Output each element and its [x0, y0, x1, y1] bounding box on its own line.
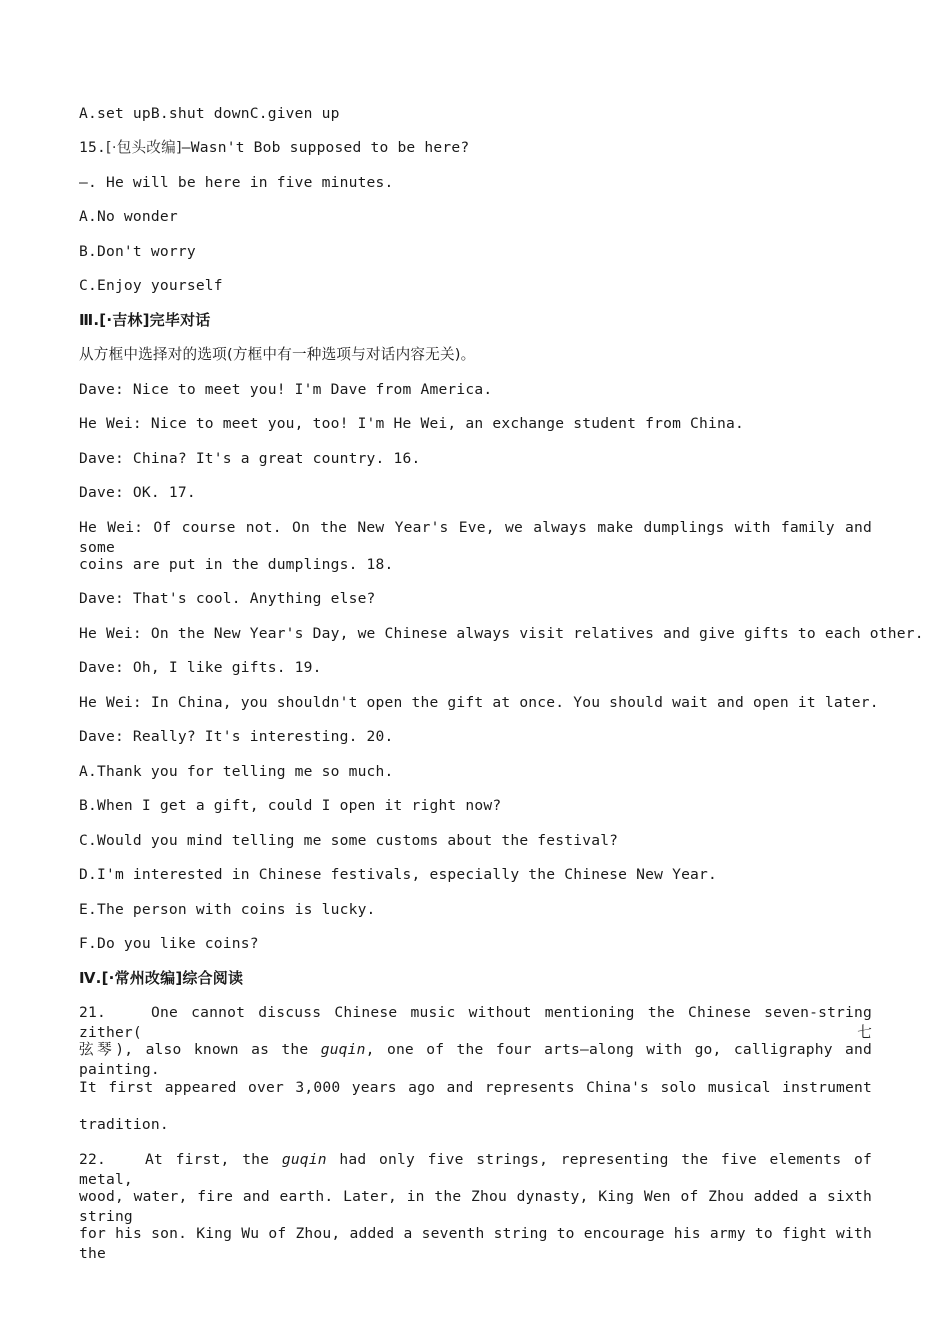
paragraph-text: At first, the [145, 1151, 282, 1168]
paragraph-text: One cannot discuss Chinese music without mentioning the Chinese seven-string zither(七 [79, 1004, 872, 1041]
box-option-d: D.I'm interested in Chinese festivals, especially the Chinese New Year. [79, 866, 718, 883]
q14-options: A.set upB.shut downC.given up [79, 105, 340, 122]
dialogue-line-4: Dave: OK. 17. [79, 484, 196, 501]
italic-term: guqin [281, 1151, 327, 1168]
section-4-title: Ⅳ.[·常州改编]综合阅读 [79, 969, 244, 987]
paragraph-22-line-2: wood, water, fire and earth. Later, in the Zhou dynasty, King Wen of Zhou added a sixth string [79, 1188, 872, 1225]
section-3-instruction: 从方框中选择对的选项(方框中有一种选项与对话内容无关)。 [79, 346, 476, 363]
q15-option-a: A.No wonder [79, 208, 178, 225]
q15-option-c: C.Enjoy yourself [79, 277, 223, 294]
paragraph-21-line-4: tradition. [79, 1116, 169, 1133]
question-number: 15. [79, 139, 106, 156]
paragraph-21-line-2 [79, 1040, 872, 1080]
section-3-title: Ⅲ.[·吉林]完毕对话 [79, 311, 211, 329]
paragraph-21-line-1 [79, 1003, 872, 1043]
dialogue-line-2: He Wei: Nice to meet you, too! I'm He Wei, an exchange student from China. [79, 415, 744, 432]
question-text: —Wasn't Bob supposed to be here? [181, 139, 470, 156]
italic-term: guqin [320, 1041, 366, 1058]
dialogue-line-10: Dave: Really? It's interesting. 20. [79, 728, 394, 745]
paragraph-number: 22. [79, 1151, 106, 1168]
paragraph-22-line-1 [79, 1150, 872, 1190]
box-option-c: C.Would you mind telling me some customs about the festival? [79, 832, 619, 849]
q15-option-b: B.Don't worry [79, 243, 196, 260]
dialogue-line-5a: He Wei: Of course not. On the New Year's Eve, we always make dumplings with family and some [79, 519, 872, 556]
box-option-f: F.Do you like coins? [79, 935, 259, 952]
dialogue-line-7: He Wei: On the New Year's Day, we Chinese always visit relatives and give gifts to each other. [79, 625, 924, 642]
box-option-b: B.When I get a gift, could I open it right now? [79, 797, 502, 814]
box-option-e: E.The person with coins is lucky. [79, 901, 376, 918]
paragraph-21-line-3: It first appeared over 3,000 years ago and represents China's solo musical instrument [79, 1079, 872, 1096]
box-option-a: A.Thank you for telling me so much. [79, 763, 394, 780]
dialogue-line-1: Dave: Nice to meet you! I'm Dave from America. [79, 381, 493, 398]
q15-reply: —. He will be here in five minutes. [79, 174, 394, 191]
dialogue-line-6: Dave: That's cool. Anything else? [79, 590, 376, 607]
paragraph-22-line-3: for his son. King Wu of Zhou, added a seventh string to encourage his army to fight with the [79, 1225, 872, 1262]
paragraph-text: , one of the four arts—along with go, calligraphy and painting. [79, 1041, 872, 1078]
paragraph-text: had only five strings, representing the five elements of metal, [79, 1151, 873, 1188]
paragraph-text: 弦琴), also known as the [79, 1041, 321, 1058]
source-tag: [·包头改编] [105, 139, 182, 156]
dialogue-line-3: Dave: China? It's a great country. 16. [79, 450, 421, 467]
dialogue-line-9: He Wei: In China, you shouldn't open the gift at once. You should wait and open it later. [79, 694, 879, 711]
q15-question [79, 138, 469, 158]
paragraph-number: 21. [79, 1004, 106, 1021]
dialogue-line-5b: coins are put in the dumplings. 18. [79, 556, 394, 573]
dialogue-line-8: Dave: Oh, I like gifts. 19. [79, 659, 322, 676]
